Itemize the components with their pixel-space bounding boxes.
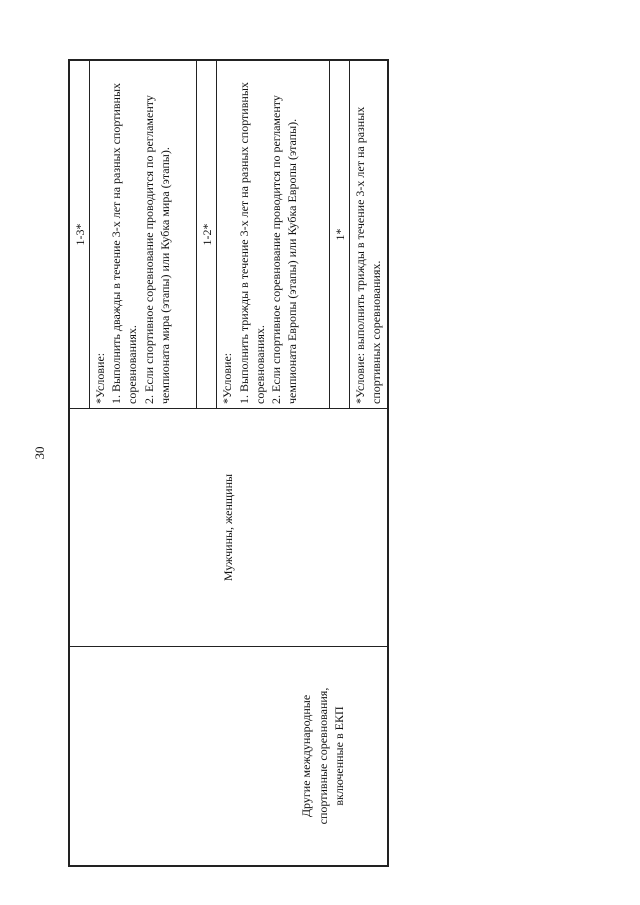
gender-label: Мужчины, женщины [221, 473, 236, 582]
requirements-table [68, 59, 389, 867]
condition-text [90, 61, 176, 408]
condition-line: 2. Если спортивное соревнование проводится по регламенту чемпионата мира (этапы) или Кубка мира (этапы). [141, 95, 172, 404]
condition-block [330, 61, 387, 408]
condition-line: *Условие: [93, 352, 107, 404]
condition-text [350, 61, 387, 408]
conditions-column [70, 61, 387, 408]
rank-label: 1-3* [70, 61, 90, 408]
event-name-cell [70, 646, 387, 865]
condition-line: 1. Выполнить трижды в течение 3-х лет на разных спортивных соревнованиях. [236, 82, 267, 404]
condition-block [197, 61, 329, 408]
condition-text [217, 61, 303, 408]
condition-line: 2. Если спортивное соревнование проводится по регламенту чемпионата Европы (этапы) или Кубка Европы (этапы). [268, 95, 300, 404]
event-name: Другие международные спортивные соревнования, включенные в ЕКП [299, 687, 346, 825]
condition-line: *Условие: выполнить трижды в течение 3-х лет на разных спортивных соревнованиях. [352, 106, 383, 404]
condition-line: 1. Выполнить дважды в течение 3-х лет на разных спортивных соревнованиях. [109, 82, 140, 404]
gender-cell [70, 408, 387, 646]
condition-line: *Условие: [220, 352, 235, 404]
rank-label: 1* [330, 61, 350, 408]
rank-label: 1-2* [197, 61, 217, 408]
condition-block [70, 61, 197, 408]
page-number: 30 [32, 446, 47, 460]
